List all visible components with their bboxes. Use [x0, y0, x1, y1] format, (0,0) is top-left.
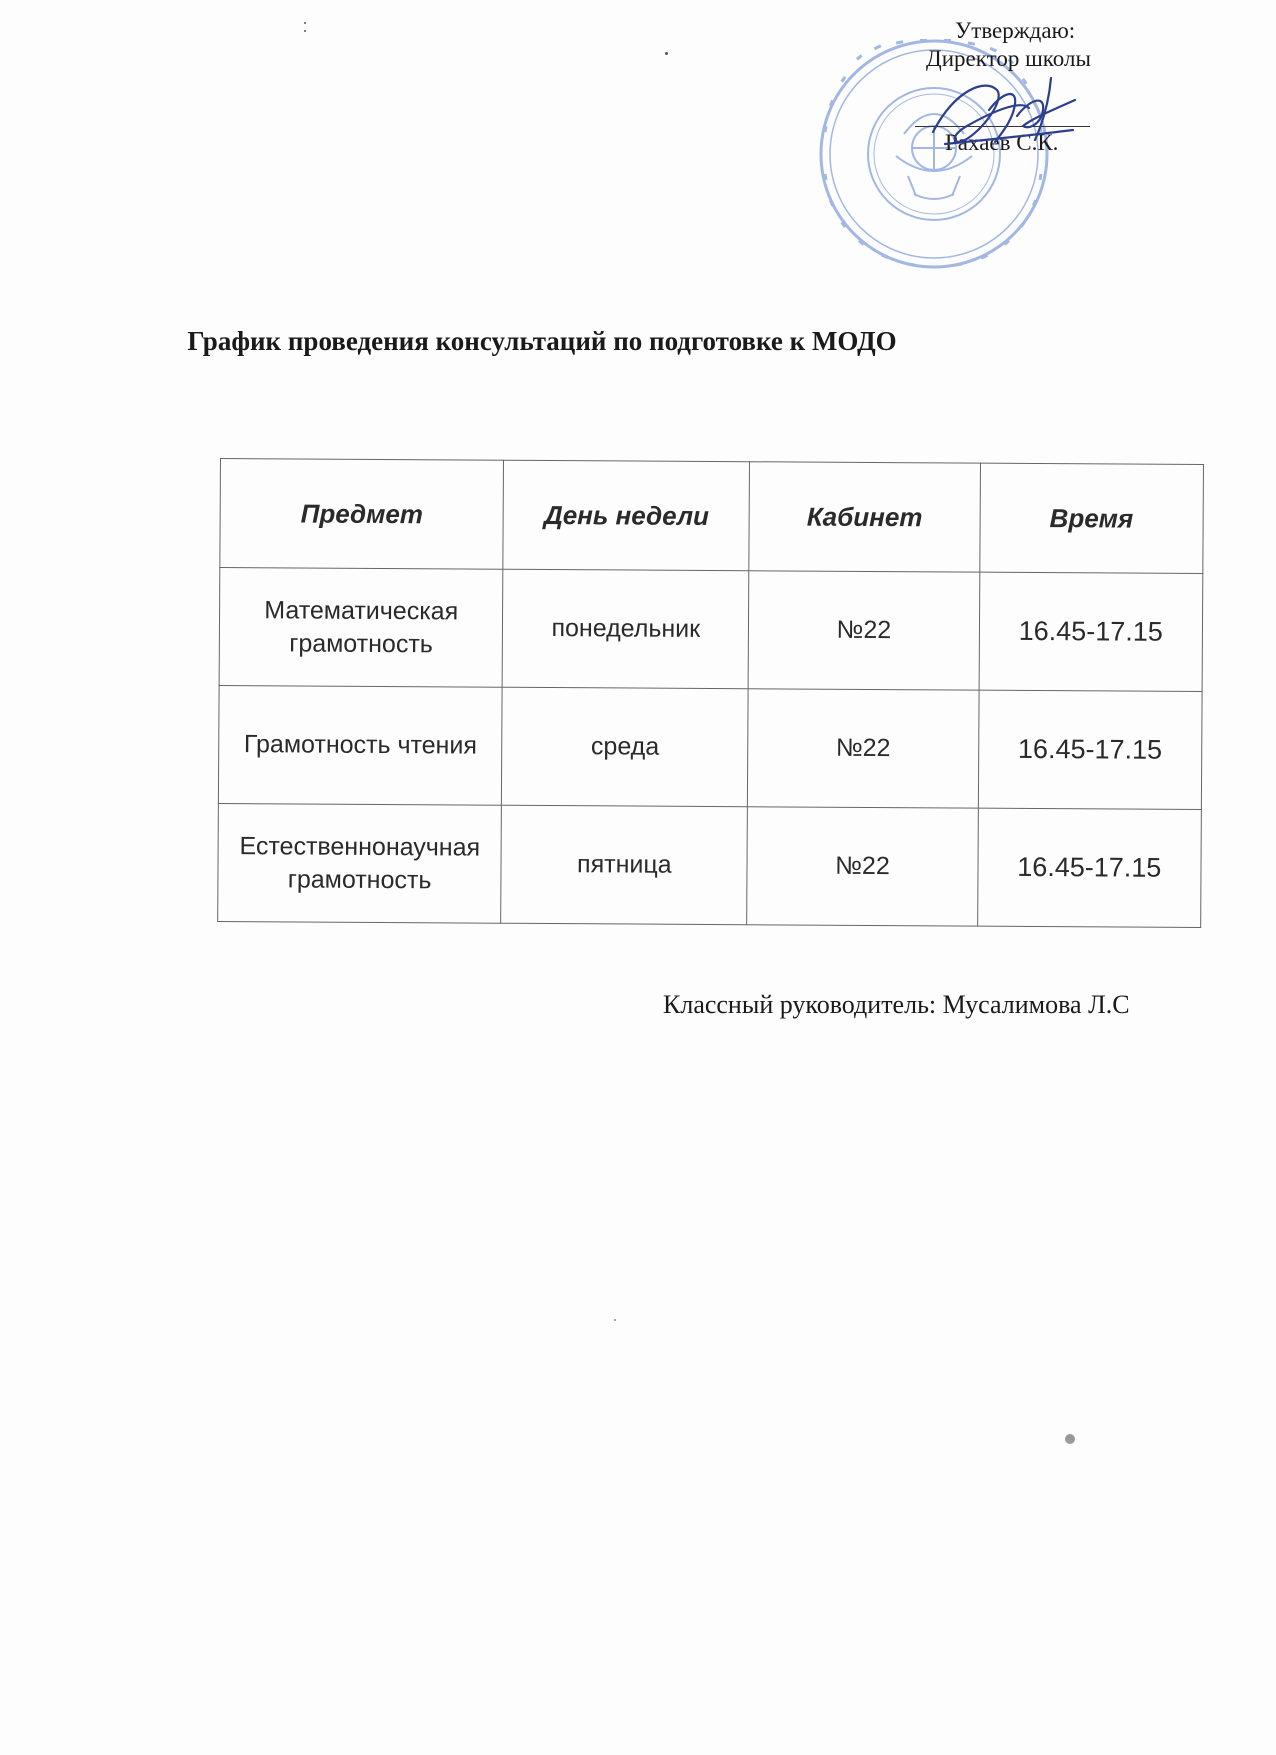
header-room: Кабинет [749, 462, 980, 572]
cell-subject [218, 803, 502, 923]
cell-weekday: среда [502, 687, 749, 807]
table-row [219, 568, 1203, 692]
consultation-schedule-table [217, 458, 1204, 928]
header-weekday: День недели [503, 460, 750, 571]
subject-line: грамотность [287, 864, 432, 894]
director-signature [925, 70, 1090, 160]
scan-speck [304, 22, 306, 24]
approval-title: Утверждаю: [955, 18, 1076, 43]
scan-speck [1065, 1434, 1075, 1444]
approval-role: Директор школы [926, 46, 1091, 71]
cell-room: №22 [747, 807, 978, 926]
approval-name: Рахаев С.К. [945, 130, 1059, 155]
cell-room: №22 [748, 689, 979, 808]
document-title [0, 326, 1276, 357]
subject-line: Грамотность чтения [243, 730, 478, 760]
table-row [218, 685, 1202, 809]
cell-subject [218, 685, 502, 805]
subject-line: Математическая [264, 596, 459, 626]
cell-weekday: понедельник [502, 569, 749, 689]
scan-speck [665, 52, 668, 55]
subject-line: грамотность [289, 628, 433, 658]
header-subject: Предмет [220, 459, 504, 570]
cell-time: 16.45-17.15 [979, 572, 1203, 691]
table-row [218, 803, 1202, 927]
cell-room: №22 [748, 571, 979, 690]
cell-subject [219, 568, 503, 688]
cell-time: 16.45-17.15 [977, 808, 1201, 927]
cell-time: 16.45-17.15 [978, 690, 1202, 809]
subject-line: Естественнонаучная [239, 832, 481, 862]
document-title-text: График проведения консультаций по подготовке к МОДО [187, 326, 897, 356]
class-teacher-note: Классный руководитель: Мусалимова Л.С [663, 990, 1130, 1019]
scan-speck [304, 30, 306, 32]
scan-speck [614, 1319, 616, 1321]
cell-weekday: пятница [501, 805, 748, 925]
header-time: Время [979, 463, 1203, 573]
table-header-row [220, 459, 1204, 574]
